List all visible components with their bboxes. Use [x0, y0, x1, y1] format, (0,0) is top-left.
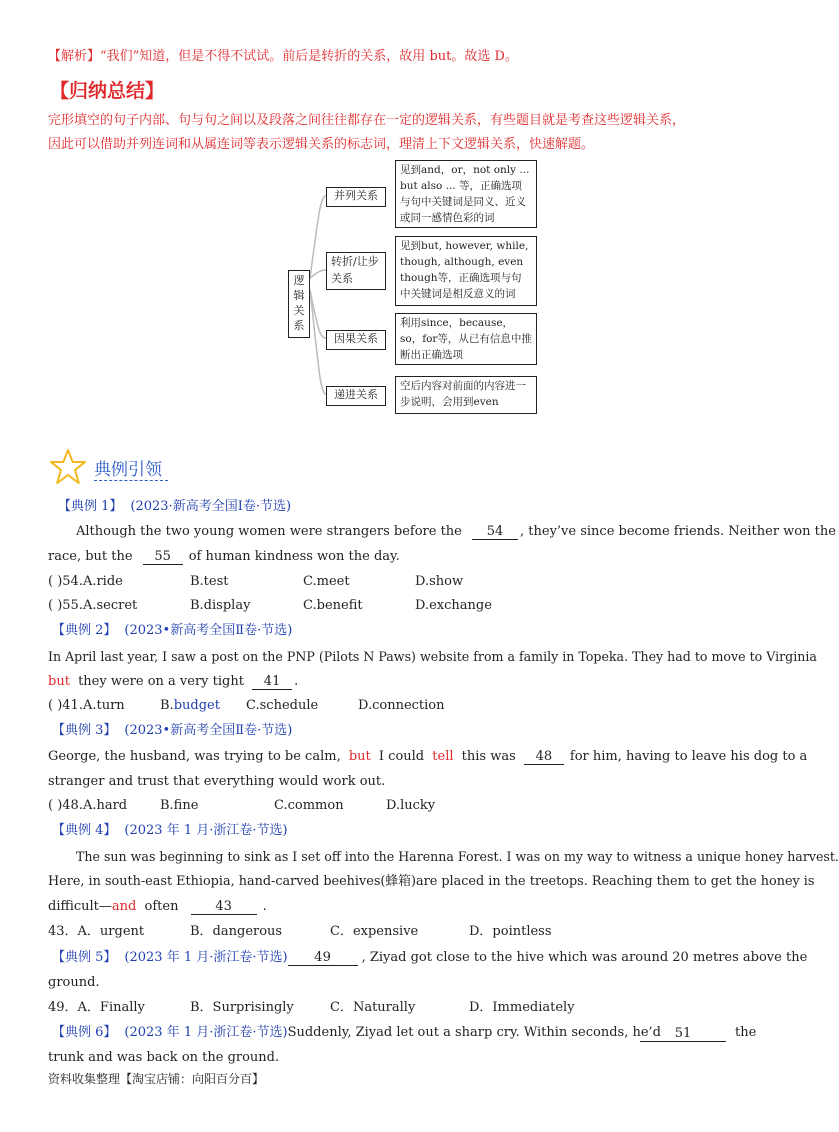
analysis-line: [48, 48, 518, 66]
example-1-text-1: [76, 523, 836, 541]
option-b-word: budget: [173, 698, 220, 713]
example-2-part: .: [294, 674, 299, 689]
section-title-underline: [94, 480, 168, 481]
example-2-text-2: [48, 673, 298, 691]
keyword-tell: tell: [432, 749, 454, 764]
example-6-text-2: trunk and was back on the ground.: [48, 1050, 280, 1065]
example-6-part: Suddenly, Ziyad let out a sharp cry. Within seconds, he’d: [287, 1025, 662, 1040]
option-b: B.fine: [160, 798, 199, 813]
option-b: B.display: [190, 598, 251, 613]
branch-label-cause: 因果关系: [326, 330, 386, 350]
example-1-tag: 【典例 1】: [58, 499, 123, 514]
diagram-root: 逻辑关系: [288, 270, 310, 338]
example-4-part: difficult—: [48, 899, 112, 914]
blank-55: 55: [143, 549, 183, 565]
option-d: D.lucky: [386, 798, 436, 813]
example-3-part: this was: [461, 749, 516, 764]
blank-51: 51: [640, 1026, 726, 1042]
example-4-source: (2023 年 1 月·浙江卷·节选): [124, 823, 288, 838]
blank-41: 41: [252, 674, 292, 690]
example-6-text-1: [52, 1024, 661, 1042]
keyword-but: but: [348, 749, 371, 764]
option-b: B．dangerous: [190, 924, 283, 939]
analysis-text: “我们”知道，但是不得不试试。前后是转折的关系，故用 but。故选 D。: [100, 49, 518, 64]
example-5-source: (2023 年 1 月·浙江卷·节选): [124, 950, 288, 965]
option-d: D．Immediately: [469, 1000, 575, 1015]
example-1-source: (2023·新高考全国Ⅰ卷·节选): [130, 499, 292, 514]
option-b-prefix: B.: [160, 698, 174, 713]
option-c: C．expensive: [330, 924, 419, 939]
example-4-header: [52, 822, 288, 840]
example-4-text-3: [48, 898, 267, 916]
keyword-and: and: [111, 899, 137, 914]
example-2-text-1: In April last year, I saw a post on the PNP (Pilots N Paws) website from a family in Topeka. They had to move to Virginia: [48, 649, 817, 664]
example-1-part: , they’ve since become friends. Neither won the: [520, 524, 836, 539]
option-a: 43．A．urgent: [48, 924, 145, 939]
option-c: C.meet: [303, 574, 350, 589]
option-d: D．pointless: [469, 924, 552, 939]
example-2-tag: 【典例 2】: [52, 623, 117, 638]
example-1-part: Although the two young women were strangers before the: [76, 524, 462, 539]
option-c: C．Naturally: [330, 1000, 416, 1015]
option-c: C.schedule: [246, 698, 319, 713]
option-c: C.benefit: [303, 598, 363, 613]
keyword-but: but: [48, 674, 70, 689]
analysis-label: 【解析】: [48, 49, 101, 64]
example-1-part: race, but the: [48, 549, 133, 564]
option-c: C.common: [274, 798, 344, 813]
option-b: B.test: [190, 574, 229, 589]
example-6-part: the: [735, 1025, 757, 1040]
blank-49: 49: [288, 950, 358, 966]
example-1-header: [58, 498, 291, 516]
option-d: D.exchange: [415, 598, 492, 613]
example-1-text-2: [48, 548, 400, 566]
branch-desc-progressive: 空后内容对前面的内容进一步说明，会用到even: [395, 376, 537, 414]
option-a: ( )55.A.secret: [48, 598, 138, 613]
example-3-part: for him, having to leave his dog to a: [569, 749, 808, 764]
option-a: ( )54.A.ride: [48, 574, 123, 589]
branch-desc-parallel: 见到and，or，not only ... but also ... 等，正确选项与句中关键词是同义、近义或同一感情色彩的词: [395, 160, 537, 228]
option-b: B．Surprisingly: [190, 1000, 294, 1015]
example-5-text-2: ground.: [48, 975, 100, 990]
option-b: [160, 697, 220, 715]
blank-43: 43: [191, 899, 257, 915]
example-3-part: George, the husband, was trying to be calm,: [48, 749, 341, 764]
example-5-part: , Ziyad got close to the hive which was around 20 metres above the: [361, 950, 808, 965]
branch-label-progressive: 递进关系: [326, 386, 386, 406]
example-4-text-1: The sun was beginning to sink as I set off into the Harenna Forest. I was on my way to witness a unique honey harvest.: [76, 849, 839, 864]
example-4-tag: 【典例 4】: [52, 823, 117, 838]
example-6-source: (2023 年 1 月·浙江卷·节选): [124, 1025, 288, 1040]
branch-label-parallel: 并列关系: [326, 187, 386, 207]
example-3-tag: 【典例 3】: [52, 723, 117, 738]
example-2-part: they were on a very tight: [78, 674, 244, 689]
example-3-header: [52, 722, 292, 740]
example-4-part: .: [262, 899, 267, 914]
example-2-header: [52, 622, 292, 640]
branch-desc-cause: 利用since，because，so，for等，从已有信息中推断出正确选项: [395, 313, 537, 365]
option-a: 49．A．Finally: [48, 1000, 145, 1015]
footer-note: 资料收集整理【淘宝店铺：向阳百分百】: [48, 1072, 265, 1086]
summary-heading: 【归纳总结】: [50, 80, 165, 102]
example-5-tag: 【典例 5】: [52, 950, 117, 965]
example-2-source: (2023•新高考全国Ⅱ卷·节选): [124, 623, 293, 638]
star-icon: [48, 448, 88, 486]
example-1-part: of human kindness won the day.: [188, 549, 400, 564]
blank-54: 54: [472, 524, 518, 540]
example-5-text-1: [52, 949, 807, 967]
option-a: ( )48.A.hard: [48, 798, 128, 813]
summary-line-2: 因此可以借助并列连词和从属连词等表示逻辑关系的标志词，理清上下文逻辑关系，快速解题。: [48, 137, 595, 152]
example-3-text-2: stranger and trust that everything would work out.: [48, 774, 386, 789]
option-a: ( )41.A.turn: [48, 698, 125, 713]
example-3-text-1: [48, 748, 807, 766]
summary-line-1: 完形填空的句子内部、句与句之间以及段落之间往往都存在一定的逻辑关系，有些题目就是考查这些逻辑关系，: [48, 113, 686, 128]
example-3-source: (2023•新高考全国Ⅱ卷·节选): [124, 723, 293, 738]
example-6-tag: 【典例 6】: [52, 1025, 117, 1040]
branch-desc-contrast: 见到but, however, while, though, although, even though等，正确选项与句中关键词是相反意义的词: [395, 236, 537, 306]
blank-48: 48: [524, 749, 564, 765]
option-d: D.show: [415, 574, 464, 589]
option-d: D.connection: [358, 698, 445, 713]
example-3-part: I could: [378, 749, 425, 764]
branch-label-contrast: 转折/让步关系: [326, 252, 386, 290]
example-4-text-2: Here, in south-east Ethiopia, hand-carved beehives(蜂箱)are placed in the treetops. Reaching them to get the honey is: [48, 874, 815, 889]
section-title: 典例引领: [94, 460, 162, 480]
example-4-part: often: [144, 899, 179, 914]
